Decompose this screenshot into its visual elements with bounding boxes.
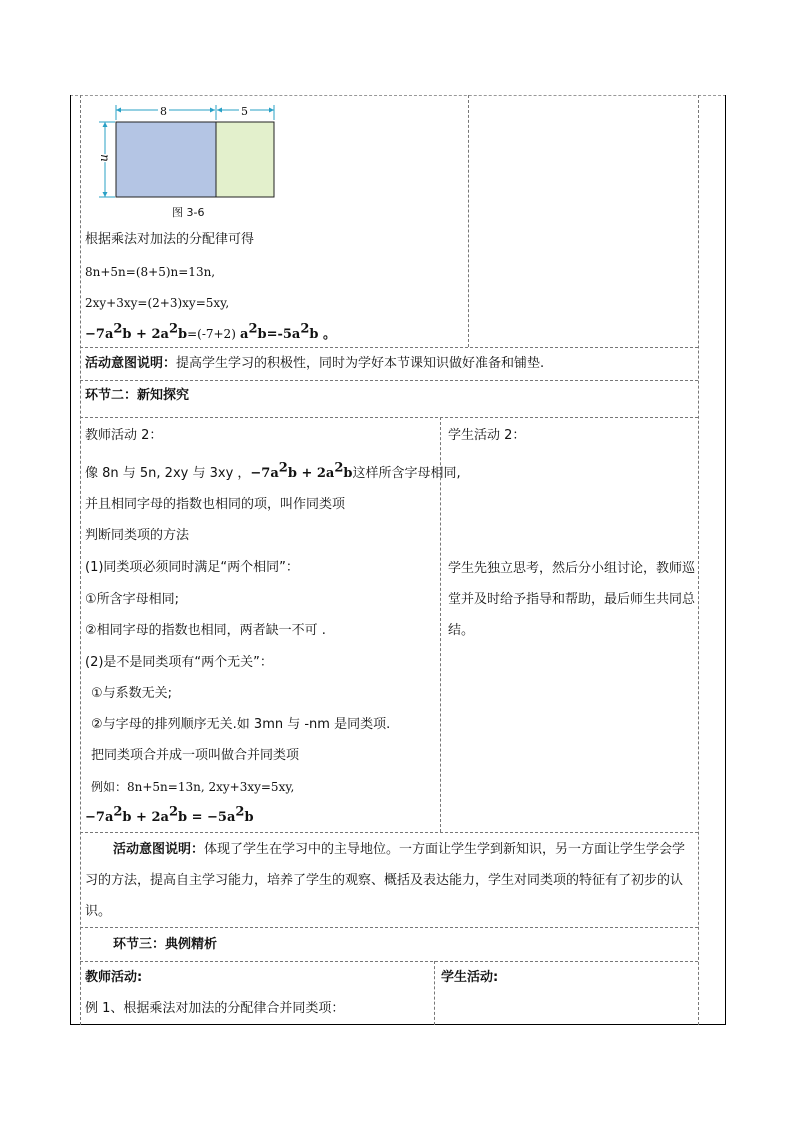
section-3-title: 环节三：典例精析: [113, 937, 218, 952]
frame-left-line: [70, 95, 71, 1025]
frame-top-line: [70, 95, 726, 97]
teacher2-line-10: 把同类项合并成一项叫做合并同类项: [91, 748, 300, 763]
section-2-title: 环节二：新知探究: [85, 388, 190, 403]
teacher2-line-2: 并且相同字母的指数也相同的项，叫作同类项: [85, 497, 346, 512]
example-line-3: $-7a^2b + 2a^2b=(-7+2)$ $a^2b=-5a^2b$ 。: [85, 321, 337, 342]
teacher2-line-3: 判断同类项的方法: [85, 528, 190, 543]
student-activity-2-title: 学生活动 2：: [448, 428, 526, 443]
teacher-activity-2-title: 教师活动 2：: [85, 428, 163, 443]
figure-caption: 图 3-6: [172, 206, 205, 219]
dim-label-n: n: [97, 154, 112, 162]
right-rectangle: [216, 122, 274, 197]
inner-right-border: [698, 95, 699, 1025]
row-sep-1: [80, 347, 698, 348]
col-sep-top: [468, 95, 469, 347]
row-sep-4: [80, 832, 698, 833]
dim-label-5: 5: [241, 105, 248, 118]
dim-label-8: 8: [160, 105, 167, 118]
col-sep-bottom: [434, 961, 435, 1025]
row-sep-6: [80, 961, 698, 962]
teacher2-line-7: (2)是不是同类项有“两个无关”：: [85, 655, 273, 670]
teacher2-line-12: $-7a^2b + 2a^2b = -5a^2b$: [85, 804, 254, 825]
example-line-2: 2xy+3xy=(2+3)xy=5xy,: [85, 296, 230, 310]
frame-right-line: [725, 95, 726, 1025]
teacher2-line-4: (1)同类项必须同时满足“两个相同”：: [85, 560, 299, 575]
student-activity-2-text: 学生先独立思考，然后分小组讨论，教师巡堂并及时给予指导和帮助，最后师生共同总结。: [448, 561, 696, 638]
teacher2-line-5: ①所含字母相同;: [85, 592, 180, 607]
row-sep-5: [80, 927, 698, 928]
frame-bottom-line: [70, 1024, 726, 1025]
distributive-intro: 根据乘法对加法的分配律可得: [85, 232, 255, 247]
example-1-prompt: 例 1、根据乘法对加法的分配律合并同类项：: [85, 1001, 345, 1016]
row-sep-2: [80, 380, 698, 381]
activity-intent-1: 活动意图说明：提高学生学习的积极性，同时为学好本节课知识做好准备和铺垫.: [85, 356, 545, 371]
teacher2-line-11: 例如：8n+5n=13n, 2xy+3xy=5xy,: [91, 780, 295, 794]
student-activity-3-title: 学生活动:: [441, 970, 499, 985]
teacher2-line-1: 像 8n 与 5n, 2xy 与 3xy ，$-7a^2b + 2a^2b$这样所含字母相同,: [85, 460, 461, 481]
left-rectangle: [116, 122, 216, 197]
teacher2-line-6: ②相同字母的指数也相同，两者缺一不可 .: [85, 623, 326, 638]
inner-left-border: [80, 95, 81, 1025]
teacher-activity-3-title: 教师活动:: [85, 970, 143, 985]
teacher2-line-9: ②与字母的排列顺序无关.如 3mn 与 -nm 是同类项.: [91, 717, 391, 732]
teacher2-line-8: ①与系数无关;: [91, 686, 173, 701]
activity-intent-2: 活动意图说明：体现了学生在学习中的主导地位。一方面让学生学到新知识，另一方面让学生学会学习的方法，提高自主学习能力，培养了学生的观察、概括及表达能力，学生对同类项的特征有了初步的认识。: [85, 842, 686, 919]
row-sep-3: [80, 417, 698, 418]
example-line-1: 8n+5n=(8+5)n=13n,: [85, 265, 216, 279]
